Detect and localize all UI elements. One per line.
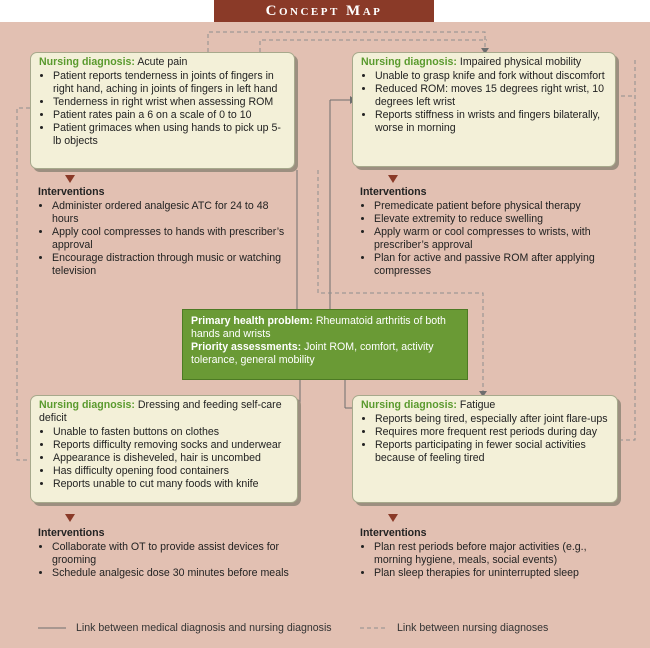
interventions-fatigue: Interventions • Plan rest periods before major activities (e.g., morning hygiene, meals, social events) • Plan sleep therapies for uninterrupted sleep xyxy=(360,527,626,580)
list-item: • Plan sleep therapies for uninterrupted sleep xyxy=(374,567,626,580)
list-item: • Has difficulty opening food containers xyxy=(53,465,291,478)
legend-solid-label: Link between medical diagnosis and nursing diagnosis xyxy=(76,622,332,634)
arrow-down-icon xyxy=(65,514,75,522)
list-item: • Reports stiffness in wrists and fingers bilaterally, worse in morning xyxy=(375,109,609,135)
list-item: • Reports participating in fewer social activities because of feeling tired xyxy=(375,439,611,465)
list-item: • Unable to grasp knife and fork without discomfort xyxy=(375,70,609,83)
diagnosis-findings xyxy=(361,70,609,135)
list-item: • Encourage distraction through music or watching television xyxy=(52,252,296,278)
interventions-mobility: Interventions • Premedicate patient before physical therapy • Elevate extremity to reduce swelling • Apply warm or cool compresses to wrists, with prescriber’s approval • Plan for active and passive ROM after applying compresses xyxy=(360,186,622,278)
list-item: • Apply cool compresses to hands with prescriber’s approval xyxy=(52,226,296,252)
list-item: • Reports difficulty removing socks and underwear xyxy=(53,439,291,452)
page-title: Concept Map xyxy=(214,0,434,22)
list-item: • Plan rest periods before major activities (e.g., morning hygiene, meals, social events) xyxy=(374,541,626,567)
legend-dashed-label: Link between nursing diagnoses xyxy=(397,622,549,634)
primary-health-problem: Primary health problem: Rheumatoid arthritis of both hands and wrists Priority assessments: Joint ROM, comfort, activity tolerance, general mobility xyxy=(182,309,468,380)
diagnosis-box-selfcare xyxy=(30,395,298,503)
list-item: • Tenderness in right wrist when assessing ROM xyxy=(53,96,288,109)
list-item: • Reports unable to cut many foods with knife xyxy=(53,478,291,491)
list-item: • Apply warm or cool compresses to wrists, with prescriber’s approval xyxy=(374,226,622,252)
list-item: • Requires more frequent rest periods during day xyxy=(375,426,611,439)
arrow-down-icon xyxy=(388,514,398,522)
diagnosis-box-fatigue xyxy=(352,395,618,503)
link-acute-pain-mobility xyxy=(208,32,485,52)
diagnosis-findings xyxy=(39,426,291,491)
diagnosis-box-mobility xyxy=(352,52,616,167)
link-acute-pain-selfcare xyxy=(17,108,30,460)
diagnosis-heading: Nursing diagnosis: Impaired physical mobility xyxy=(361,56,582,68)
list-item: • Elevate extremity to reduce swelling xyxy=(374,213,622,226)
list-item: • Reports being tired, especially after joint flare-ups xyxy=(375,413,611,426)
list-item: • Administer ordered analgesic ATC for 24 to 48 hours xyxy=(52,200,296,226)
list-item: • Collaborate with OT to provide assist devices for grooming xyxy=(52,541,300,567)
arrow-down-icon xyxy=(65,175,75,183)
diagnosis-box-acute-pain xyxy=(30,52,295,169)
list-item: • Patient grimaces when using hands to pick up 5-lb objects xyxy=(53,122,288,148)
interventions-acute-pain: Interventions • Administer ordered analgesic ATC for 24 to 48 hours • Apply cool compresses to hands with prescriber’s approval • Encourage distraction through music or watching television xyxy=(38,186,296,278)
interventions-selfcare: Interventions • Collaborate with OT to provide assist devices for grooming • Schedule analgesic dose 30 minutes before meals xyxy=(38,527,300,580)
diagnosis-findings xyxy=(361,413,611,465)
list-item: • Appearance is disheveled, hair is uncombed xyxy=(53,452,291,465)
list-item: • Patient rates pain a 6 on a scale of 0 to 10 xyxy=(53,109,288,122)
list-item: • Schedule analgesic dose 30 minutes before meals xyxy=(52,567,300,580)
diagnosis-heading: Nursing diagnosis: Fatigue xyxy=(361,399,496,411)
list-item: • Reduced ROM: moves 15 degrees right wrist, 10 degrees left wrist xyxy=(375,83,609,109)
diagnosis-heading: Nursing diagnosis: Dressing and feeding self-care deficit xyxy=(39,399,282,424)
arrow-down-icon xyxy=(388,175,398,183)
list-item: • Patient reports tenderness in joints of fingers in right hand, aching in joints of fingers in left hand xyxy=(53,70,288,96)
link-mobility-fatigue xyxy=(620,60,635,440)
list-item: • Premedicate patient before physical therapy xyxy=(374,200,622,213)
list-item: • Unable to fasten buttons on clothes xyxy=(53,426,291,439)
diagnosis-heading: Nursing diagnosis: Acute pain xyxy=(39,56,188,68)
diagnosis-findings xyxy=(39,70,288,148)
list-item: • Plan for active and passive ROM after applying compresses xyxy=(374,252,622,278)
